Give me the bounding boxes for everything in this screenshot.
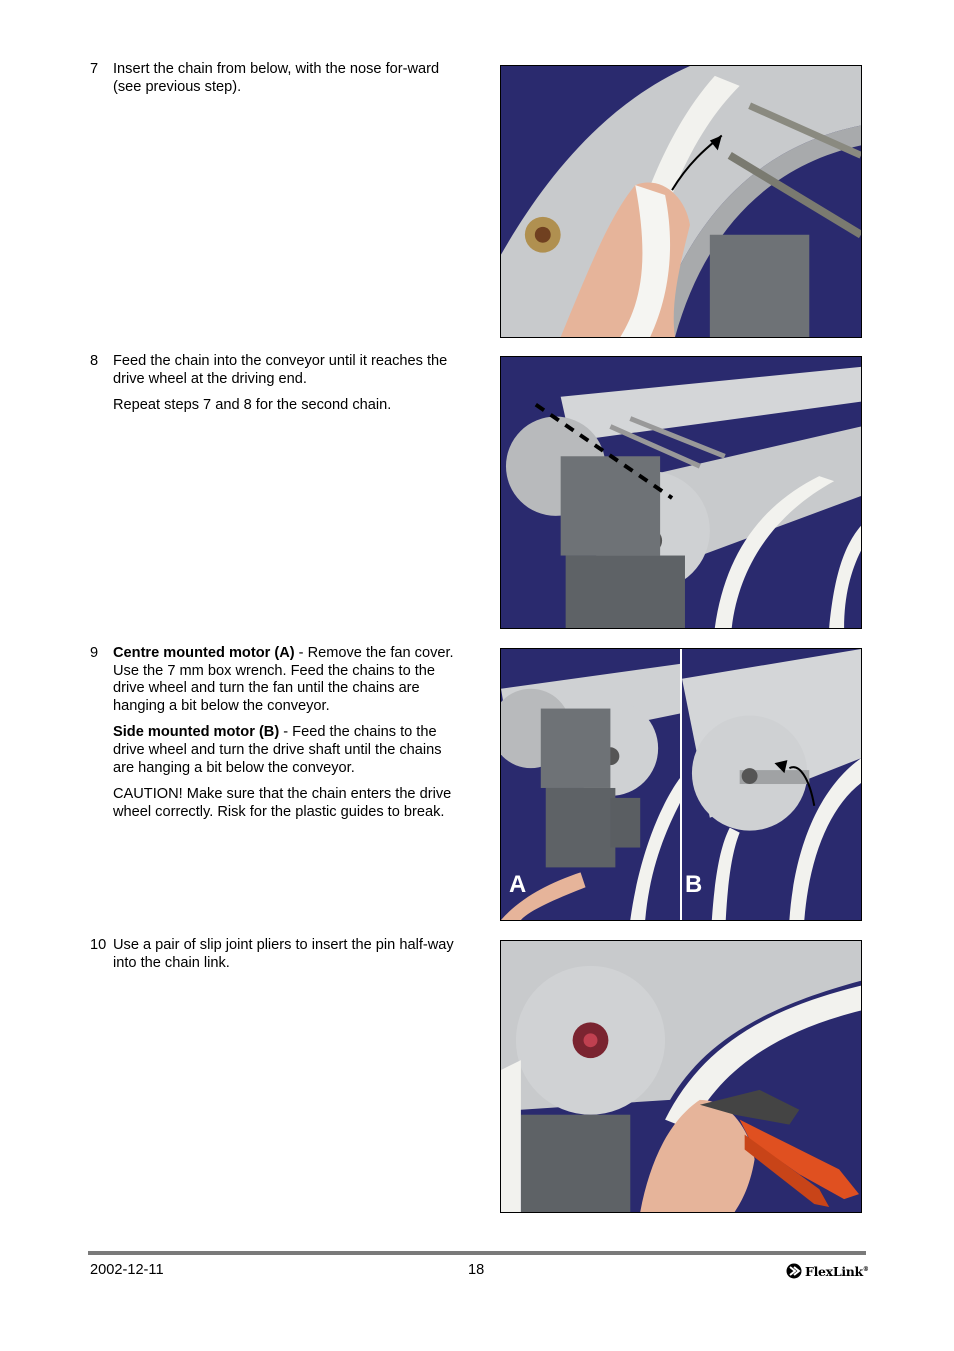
footer-date: 2002-12-11 bbox=[90, 1262, 164, 1278]
page-number: 18 bbox=[468, 1262, 485, 1278]
step-number: 10 bbox=[90, 937, 107, 953]
photo-insert-chain bbox=[500, 65, 862, 338]
footer-rule bbox=[88, 1251, 866, 1255]
flexlink-logo bbox=[786, 1263, 869, 1279]
photo-insert-pin bbox=[500, 940, 862, 1213]
step-number: 9 bbox=[90, 645, 99, 661]
brand-name: FlexLink® bbox=[805, 1263, 869, 1279]
step-number: 8 bbox=[90, 353, 99, 369]
step-text: Centre mounted motor (A) - Remove the fan cover. Use the 7 mm box wrench. Feed the chains to the drive wheel and turn the fan until the chains are hanging a bit below the conveyor. bbox=[113, 645, 454, 714]
photo-feed-chain bbox=[500, 356, 862, 629]
step-8 bbox=[90, 353, 460, 424]
step-text: Insert the chain from below, with the nose for-ward (see previous step). bbox=[113, 61, 440, 95]
step-number: 7 bbox=[90, 61, 99, 77]
photo-label-b: B bbox=[684, 871, 703, 899]
step-10 bbox=[90, 937, 460, 981]
step-text: CAUTION! Make sure that the chain enters the drive wheel correctly. Risk for the plastic guides to break. bbox=[113, 786, 452, 820]
photo-label-a: A bbox=[508, 871, 527, 899]
step-7 bbox=[90, 61, 460, 105]
step-text: Feed the chain into the conveyor until it reaches the drive wheel at the driving end. bbox=[113, 353, 448, 387]
flexlink-logo-icon bbox=[786, 1263, 802, 1279]
step-text: Repeat steps 7 and 8 for the second chain. bbox=[113, 397, 392, 414]
step-text: Use a pair of slip joint pliers to insert the pin half-way into the chain link. bbox=[113, 937, 454, 971]
photo-motor-options bbox=[500, 648, 862, 921]
step-text: Side mounted motor (B) - Feed the chains to the drive wheel and turn the drive shaft until the chains are hanging a bit below the conveyor. bbox=[113, 724, 442, 776]
step-9 bbox=[90, 645, 460, 830]
